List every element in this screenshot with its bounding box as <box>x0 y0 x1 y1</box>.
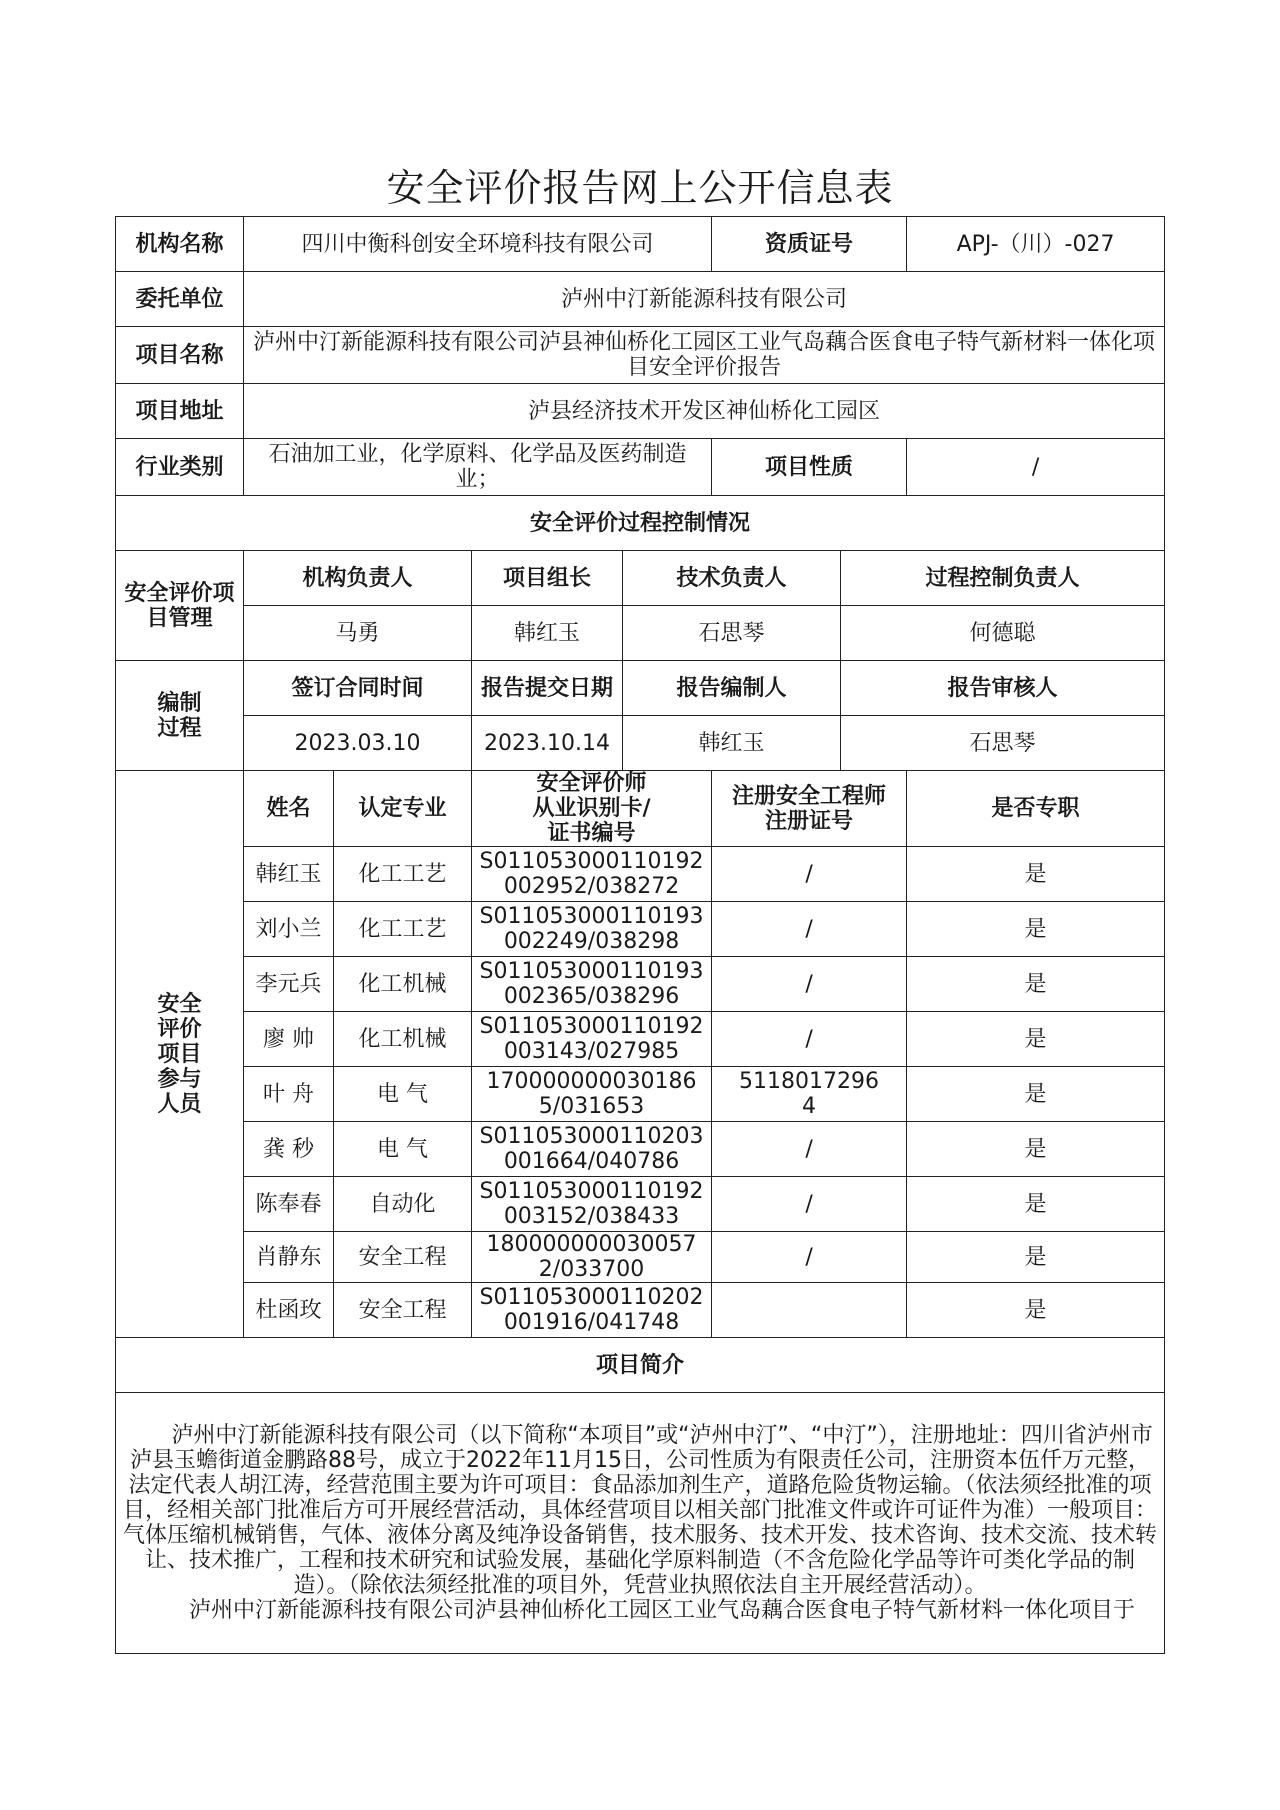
project-address-label: 项目地址 <box>116 384 244 439</box>
staff-fulltime: 是 <box>907 847 1165 902</box>
staff-major: 化工工艺 <box>334 902 472 957</box>
info-table <box>115 216 1165 1654</box>
staff-header: 姓名 <box>244 771 334 847</box>
process-header: 安全评价过程控制情况 <box>116 496 1165 551</box>
staff-row <box>116 1232 1165 1283</box>
staff-cert: S011053000110193002249/038298 <box>472 902 712 957</box>
staff-name: 刘小兰 <box>244 902 334 957</box>
staff-reg: / <box>712 847 907 902</box>
management-value: 何德聪 <box>841 606 1165 661</box>
staff-fulltime: 是 <box>907 1012 1165 1067</box>
staff-name: 陈奉春 <box>244 1177 334 1232</box>
staff-reg: / <box>712 957 907 1012</box>
page-title: 安全评价报告网上公开信息表 <box>386 166 894 210</box>
staff-fulltime: 是 <box>907 957 1165 1012</box>
staff-major: 化工工艺 <box>334 847 472 902</box>
management-value: 石思琴 <box>623 606 841 661</box>
staff-major: 电 气 <box>334 1067 472 1122</box>
staff-header: 认定专业 <box>334 771 472 847</box>
staff-row <box>116 1012 1165 1067</box>
staff-row <box>116 957 1165 1012</box>
staff-fulltime: 是 <box>907 1067 1165 1122</box>
compile-header: 报告审核人 <box>841 661 1165 716</box>
project-name-label: 项目名称 <box>116 327 244 384</box>
staff-major: 电 气 <box>334 1122 472 1177</box>
client-label: 委托单位 <box>116 272 244 327</box>
staff-row <box>116 1122 1165 1177</box>
staff-reg: / <box>712 1012 907 1067</box>
staff-cert: S011053000110192002952/038272 <box>472 847 712 902</box>
staff-name: 叶 舟 <box>244 1067 334 1122</box>
staff-fulltime: 是 <box>907 1232 1165 1283</box>
staff-row <box>116 847 1165 902</box>
staff-cert: 1800000000300572/033700 <box>472 1232 712 1283</box>
management-header: 过程控制负责人 <box>841 551 1165 606</box>
staff-major: 安全工程 <box>334 1232 472 1283</box>
management-header: 项目组长 <box>472 551 623 606</box>
industry-value: 石油加工业，化学原料、化学品及医药制造业； <box>244 439 712 496</box>
staff-name: 龚 秒 <box>244 1122 334 1177</box>
client-value: 泸州中汀新能源科技有限公司 <box>244 272 1165 327</box>
management-header: 技术负责人 <box>623 551 841 606</box>
staff-header: 注册安全工程师注册证号 <box>712 771 907 847</box>
compile-value: 2023.10.14 <box>472 716 623 771</box>
staff-major: 化工机械 <box>334 1012 472 1067</box>
staff-fulltime: 是 <box>907 1283 1165 1338</box>
intro-body <box>116 1393 1165 1654</box>
staff-fulltime: 是 <box>907 1177 1165 1232</box>
staff-cert: S011053000110192003143/027985 <box>472 1012 712 1067</box>
intro-header: 项目简介 <box>116 1338 1165 1393</box>
staff-fulltime: 是 <box>907 1122 1165 1177</box>
project-name: 泸州中汀新能源科技有限公司泸县神仙桥化工园区工业气岛藕合医食电子特气新材料一体化项目安全评价报告 <box>244 327 1165 384</box>
compile-value: 2023.03.10 <box>244 716 472 771</box>
staff-major: 化工机械 <box>334 957 472 1012</box>
staff-cert: 1700000000301865/031653 <box>472 1067 712 1122</box>
management-label: 安全评价项目管理 <box>116 551 244 661</box>
staff-reg: / <box>712 1122 907 1177</box>
staff-name: 韩红玉 <box>244 847 334 902</box>
staff-header: 是否专职 <box>907 771 1165 847</box>
compile-value: 韩红玉 <box>623 716 841 771</box>
staff-major: 安全工程 <box>334 1283 472 1338</box>
staff-reg: 51180172964 <box>712 1067 907 1122</box>
cert-label: 资质证号 <box>712 217 907 272</box>
nature-value: / <box>907 439 1165 496</box>
staff-reg <box>712 1283 907 1338</box>
staff-fulltime: 是 <box>907 902 1165 957</box>
compile-header: 报告提交日期 <box>472 661 623 716</box>
staff-header: 安全评价师从业识别卡/证书编号 <box>472 771 712 847</box>
staff-cert: S011053000110203001664/040786 <box>472 1122 712 1177</box>
nature-label: 项目性质 <box>712 439 907 496</box>
intro-paragraph: 泸州中汀新能源科技有限公司泸县神仙桥化工园区工业气岛藕合医食电子特气新材料一体化项目于 <box>189 1598 1136 1623</box>
management-header: 机构负责人 <box>244 551 472 606</box>
staff-name: 杜函玫 <box>244 1283 334 1338</box>
staff-cert: S011053000110192003152/038433 <box>472 1177 712 1232</box>
staff-reg: / <box>712 1232 907 1283</box>
compile-header: 报告编制人 <box>623 661 841 716</box>
staff-name: 李元兵 <box>244 957 334 1012</box>
staff-cert: S011053000110202001916/041748 <box>472 1283 712 1338</box>
management-value: 马勇 <box>244 606 472 661</box>
staff-major: 自动化 <box>334 1177 472 1232</box>
compile-value: 石思琴 <box>841 716 1165 771</box>
staff-row <box>116 902 1165 957</box>
intro-paragraph: 泸州中汀新能源科技有限公司（以下简称“本项目”或“泸州中汀”、“中汀”），注册地址：四川省泸州市泸县玉蟾街道金鹏路88号，成立于2022年11月15日，公司性质为有限责任公司，注册资本伍仟万元整，法定代表人胡江涛，经营范围主要为许可项目：食品添加剂生产，道路危险货物运输。（依法须经批准的项目，经相关部门批准后方可开展经营活动，具体经营项目以相关部门批准文件或许可证件为准）一般项目：气体压缩机械销售，气体、液体分离及纯净设备销售，技术服务、技术开发、技术咨询、技术交流、技术转让、技术推广，工程和技术研究和试验发展，基础化学原料制造（不含危险化学品等许可类化学品的制造）。（除依法须经批准的项目外，凭营业执照依法自主开展经营活动）。 <box>123 1423 1158 1598</box>
industry-label: 行业类别 <box>116 439 244 496</box>
staff-reg: / <box>712 902 907 957</box>
staff-row <box>116 1283 1165 1338</box>
staff-name: 肖静东 <box>244 1232 334 1283</box>
org-name: 四川中衡科创安全环境科技有限公司 <box>244 217 712 272</box>
staff-row <box>116 1067 1165 1122</box>
project-address: 泸县经济技术开发区神仙桥化工园区 <box>244 384 1165 439</box>
cert-number: APJ-（川）-027 <box>907 217 1165 272</box>
staff-reg: / <box>712 1177 907 1232</box>
staff-label: 安全评价项目参与人员 <box>116 771 244 1338</box>
staff-row <box>116 1177 1165 1232</box>
staff-name: 廖 帅 <box>244 1012 334 1067</box>
compile-header: 签订合同时间 <box>244 661 472 716</box>
management-value: 韩红玉 <box>472 606 623 661</box>
staff-cert: S011053000110193002365/038296 <box>472 957 712 1012</box>
org-name-label: 机构名称 <box>116 217 244 272</box>
compile-label: 编制过程 <box>116 661 244 771</box>
